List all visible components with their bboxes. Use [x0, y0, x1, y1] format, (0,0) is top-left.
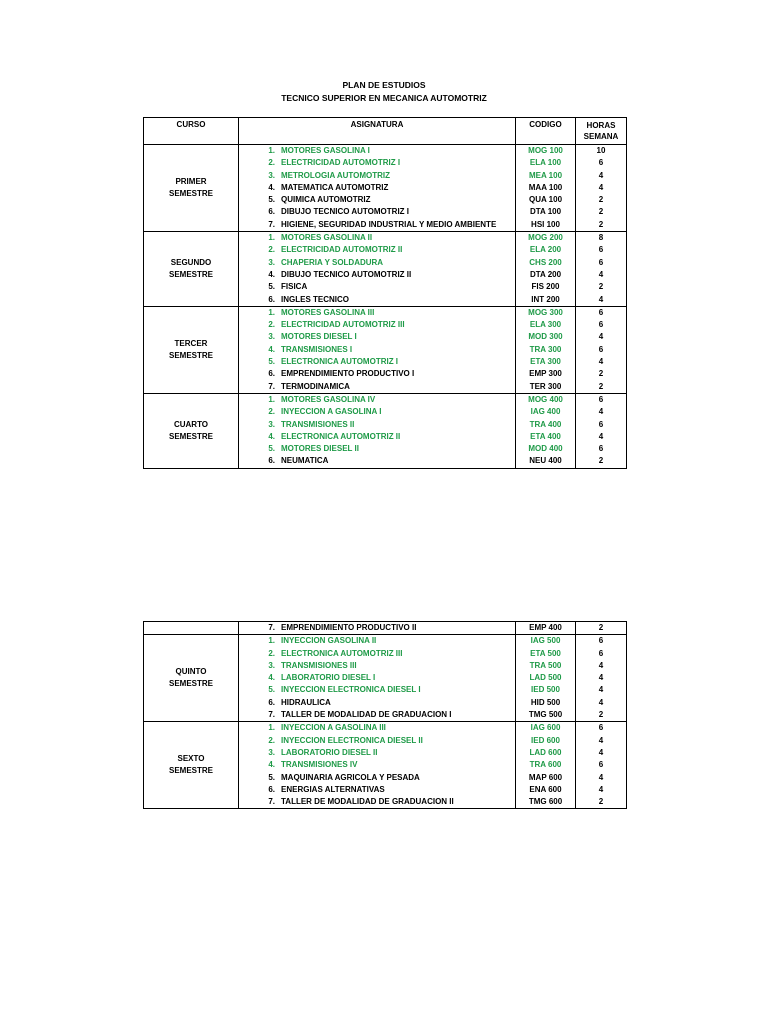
subjects-cell [239, 232, 516, 307]
subject-hours: 4 [598, 673, 604, 683]
subject-name: ELECTRONICA AUTOMOTRIZ I [281, 357, 399, 367]
subject-name: MOTORES GASOLINA IV [281, 394, 376, 404]
semester-label-line: SEMESTRE [168, 350, 213, 360]
subject-number: 3. [268, 747, 275, 757]
subject-code: QUA 100 [528, 195, 563, 205]
subject-code: DTA 100 [529, 207, 562, 217]
subject-number: 2. [268, 735, 275, 745]
codes-cell [516, 232, 576, 307]
subject-name: INGLES TECNICO [281, 294, 350, 304]
subject-name: ELECTRONICA AUTOMOTRIZ III [281, 648, 403, 658]
subject-code: TMG 500 [528, 710, 563, 720]
subject-hours: 4 [598, 735, 604, 745]
subject-item [239, 356, 515, 368]
subject-item [239, 294, 515, 306]
semester-row [144, 306, 627, 393]
subject-name: ENERGIAS ALTERNATIVAS [281, 784, 385, 794]
hours-cell [576, 722, 627, 809]
subject-name: ELECTRICIDAD AUTOMOTRIZ II [281, 245, 403, 255]
subject-name: DIBUJO TECNICO AUTOMOTRIZ I [281, 207, 409, 217]
subject-hours: 6 [598, 723, 604, 733]
subject-hours: 6 [598, 320, 604, 330]
subject-name: MOTORES GASOLINA III [281, 307, 375, 317]
subject-item [239, 244, 515, 256]
semester-label-line: TERCER [174, 338, 208, 348]
subject-number: 4. [268, 269, 275, 279]
subject-code: MAP 600 [528, 772, 563, 782]
subject-item [239, 194, 515, 206]
subject-name: INYECCION GASOLINA II [281, 636, 377, 646]
subject-hours: 2 [598, 710, 604, 720]
subject-item [239, 735, 515, 747]
subjects-cell [239, 145, 516, 232]
subject-number: 6. [268, 697, 275, 707]
hours-cell [576, 232, 627, 307]
subject-code: TRA 400 [529, 419, 562, 429]
subjects-cell [239, 306, 516, 393]
subject-name: MOTORES GASOLINA II [281, 233, 373, 243]
subject-hours: 2 [598, 456, 604, 466]
subject-name: TRANSMISIONES IV [281, 760, 358, 770]
subject-code: TRA 500 [529, 660, 562, 670]
subject-hours: 6 [598, 245, 604, 255]
subject-number: 6. [268, 294, 275, 304]
subject-hours: 4 [598, 182, 604, 192]
subject-code: CHS 200 [529, 257, 562, 267]
subject-number: 4. [268, 673, 275, 683]
subject-hours: 4 [598, 269, 604, 279]
subject-name: METROLOGIA AUTOMOTRIZ [281, 170, 391, 180]
subject-number: 7. [268, 219, 275, 229]
subject-name: QUIMICA AUTOMOTRIZ [281, 195, 371, 205]
subject-code: ETA 300 [530, 357, 561, 367]
subject-name: INYECCION ELECTRONICA DIESEL I [281, 685, 421, 695]
subject-item [239, 622, 515, 634]
subject-item [239, 406, 515, 418]
subject-name: ELECTRICIDAD AUTOMOTRIZ III [281, 320, 405, 330]
semester-label [144, 393, 239, 468]
subject-number: 7. [268, 797, 275, 807]
semester-label-line: SEMESTRE [168, 679, 213, 689]
subject-code: MEA 100 [528, 170, 563, 180]
subject-item [239, 660, 515, 672]
semester-label [144, 635, 239, 722]
semester-row [144, 722, 627, 809]
subject-hours: 6 [598, 419, 604, 429]
semester-label-line: PRIMER [175, 177, 207, 187]
subject-hours: 2 [598, 369, 604, 379]
header-curso: CURSO [144, 118, 239, 145]
subject-hours: 2 [598, 219, 604, 229]
subject-item [239, 784, 515, 796]
subject-item [239, 394, 515, 406]
codes-cell [516, 306, 576, 393]
table-header-row [144, 118, 627, 145]
semester-label [144, 232, 239, 307]
subject-hours: 4 [598, 170, 604, 180]
subject-item [239, 697, 515, 709]
subject-number: 1. [268, 233, 275, 243]
subject-name: EMPRENDIMIENTO PRODUCTIVO I [281, 369, 415, 379]
subject-hours: 6 [598, 257, 604, 267]
codes-cell [516, 722, 576, 809]
subject-hours: 4 [598, 357, 604, 367]
subject-name: ELECTRONICA AUTOMOTRIZ II [281, 431, 401, 441]
subject-code: MOG 100 [528, 146, 563, 155]
subject-name: EMPRENDIMIENTO PRODUCTIVO II [281, 623, 417, 632]
subject-code: TRA 600 [529, 760, 562, 770]
subject-number: 3. [268, 419, 275, 429]
subject-code: IAG 600 [530, 723, 561, 733]
subject-hours: 4 [598, 431, 604, 441]
header-codigo: CODIGO [516, 118, 576, 145]
subject-code: ENA 600 [529, 784, 562, 794]
subject-hours: 2 [598, 195, 604, 205]
subject-code: EMP 400 [529, 623, 562, 632]
subject-name: INYECCION A GASOLINA I [281, 407, 382, 417]
hours-cell [576, 622, 627, 635]
subject-name: TRANSMISIONES II [281, 419, 355, 429]
subject-name: MOTORES DIESEL I [281, 332, 357, 342]
subject-item [239, 455, 515, 467]
subject-code: HID 500 [530, 697, 561, 707]
subject-item [239, 722, 515, 734]
subject-item [239, 232, 515, 244]
semester-label [144, 722, 239, 809]
subjects-cell [239, 722, 516, 809]
subject-number: 7. [268, 623, 275, 632]
header-horas-line1: HORAS [586, 121, 616, 130]
subject-number: 4. [268, 760, 275, 770]
subject-name: MAQUINARIA AGRICOLA Y PESADA [281, 772, 420, 782]
semester-label-line: SEMESTRE [168, 766, 213, 776]
subject-hours: 4 [598, 772, 604, 782]
semester-label [144, 306, 239, 393]
subject-number: 5. [268, 685, 275, 695]
header-asignatura: ASIGNATURA [239, 118, 516, 145]
subject-item [239, 319, 515, 331]
subject-name: INYECCION A GASOLINA III [281, 723, 386, 733]
subject-hours: 4 [598, 685, 604, 695]
page-subtitle: TECNICO SUPERIOR EN MECANICA AUTOMOTRIZ [281, 93, 487, 103]
subject-number: 2. [268, 407, 275, 417]
subject-name: INYECCION ELECTRONICA DIESEL II [281, 735, 423, 745]
subject-name: NEUMATICA [281, 456, 329, 466]
subject-number: 1. [268, 307, 275, 317]
subject-number: 1. [268, 723, 275, 733]
subject-code: HSI 100 [531, 219, 560, 229]
subject-number: 3. [268, 332, 275, 342]
subject-number: 6. [268, 207, 275, 217]
subject-hours: 10 [596, 146, 606, 155]
subject-name: FISICA [281, 282, 308, 292]
subject-name: TALLER DE MODALIDAD DE GRADUACION II [281, 797, 454, 807]
semester-label-line: SEMESTRE [168, 189, 213, 199]
subject-code: ETA 400 [530, 431, 561, 441]
subject-item [239, 443, 515, 455]
subject-number: 4. [268, 182, 275, 192]
hours-cell [576, 306, 627, 393]
subject-number: 1. [268, 394, 275, 404]
codes-cell [516, 393, 576, 468]
subject-hours: 4 [598, 332, 604, 342]
study-plan-table-continued [143, 621, 627, 809]
subject-item [239, 170, 515, 182]
subject-name: HIGIENE, SEGURIDAD INDUSTRIAL Y MEDIO AMBIENTE [281, 219, 497, 229]
hours-cell [576, 635, 627, 722]
subject-code: ETA 500 [530, 648, 561, 658]
subject-number: 3. [268, 170, 275, 180]
subject-code: IAG 500 [530, 636, 561, 646]
subject-hours: 6 [598, 444, 604, 454]
hours-cell [576, 393, 627, 468]
semester-label-line: SEMESTRE [168, 269, 213, 279]
subject-item [239, 145, 515, 157]
subject-hours: 4 [598, 407, 604, 417]
subject-item [239, 635, 515, 647]
study-plan-table [143, 117, 627, 469]
subject-item [239, 281, 515, 293]
subject-number: 5. [268, 282, 275, 292]
codes-cell [516, 622, 576, 635]
subject-code: MOD 400 [528, 444, 563, 454]
subject-code: EMP 300 [529, 369, 562, 379]
subject-item [239, 709, 515, 721]
subject-name: TALLER DE MODALIDAD DE GRADUACION I [281, 710, 452, 720]
subject-code: LAD 600 [529, 747, 562, 757]
subject-hours: 8 [598, 233, 604, 243]
subject-code: DTA 200 [529, 269, 562, 279]
subject-number: 1. [268, 146, 275, 155]
semester-row [144, 622, 627, 635]
subject-number: 5. [268, 357, 275, 367]
subject-item [239, 157, 515, 169]
subject-hours: 2 [598, 282, 604, 292]
subject-item [239, 747, 515, 759]
subject-code: IAG 400 [530, 407, 561, 417]
subject-number: 5. [268, 195, 275, 205]
subject-name: MOTORES DIESEL II [281, 444, 359, 454]
subject-item [239, 269, 515, 281]
subject-item [239, 419, 515, 431]
subject-number: 5. [268, 772, 275, 782]
codes-cell [516, 635, 576, 722]
subject-item [239, 759, 515, 771]
subject-code: ELA 100 [529, 158, 562, 168]
subject-number: 6. [268, 784, 275, 794]
subject-hours: 6 [598, 636, 604, 646]
page-title: PLAN DE ESTUDIOS [342, 80, 426, 90]
subject-code: MOD 300 [528, 332, 563, 342]
subject-item [239, 206, 515, 218]
semester-row [144, 145, 627, 232]
subject-code: INT 200 [531, 294, 560, 304]
semester-label-line: SEMESTRE [168, 431, 213, 441]
subject-code: FIS 200 [531, 282, 560, 292]
subject-name: ELECTRICIDAD AUTOMOTRIZ I [281, 158, 401, 168]
semester-row [144, 393, 627, 468]
subject-number: 3. [268, 257, 275, 267]
subject-hours: 6 [598, 344, 604, 354]
subject-hours: 4 [598, 747, 604, 757]
subject-code: ELA 200 [529, 245, 562, 255]
subject-number: 5. [268, 444, 275, 454]
subject-name: MATEMATICA AUTOMOTRIZ [281, 182, 389, 192]
subject-item [239, 257, 515, 269]
subject-hours: 4 [598, 784, 604, 794]
hours-cell [576, 145, 627, 232]
subject-number: 2. [268, 320, 275, 330]
subject-number: 6. [268, 456, 275, 466]
subject-name: HIDRAULICA [281, 697, 331, 707]
subject-name: LABORATORIO DIESEL I [281, 673, 376, 683]
subject-item [239, 672, 515, 684]
subject-item [239, 331, 515, 343]
subject-hours: 4 [598, 294, 604, 304]
subject-hours: 2 [598, 381, 604, 391]
subject-code: MAA 100 [528, 182, 563, 192]
subject-hours: 2 [598, 797, 604, 807]
subject-hours: 4 [598, 660, 604, 670]
subject-item [239, 648, 515, 660]
subject-number: 2. [268, 158, 275, 168]
subject-name: CHAPERIA Y SOLDADURA [281, 257, 384, 267]
subject-number: 4. [268, 431, 275, 441]
subject-name: MOTORES GASOLINA I [281, 146, 370, 155]
subject-hours: 6 [598, 307, 604, 317]
semester-label-line: SEXTO [177, 754, 205, 764]
subject-code: NEU 400 [529, 456, 562, 466]
subject-hours: 6 [598, 760, 604, 770]
subject-number: 2. [268, 245, 275, 255]
subject-name: TRANSMISIONES I [281, 344, 353, 354]
semester-label [144, 622, 239, 635]
subject-code: LAD 500 [529, 673, 562, 683]
subject-code: ELA 300 [529, 320, 562, 330]
subject-name: LABORATORIO DIESEL II [281, 747, 378, 757]
semester-label [144, 145, 239, 232]
subject-name: TRANSMISIONES III [281, 660, 357, 670]
subject-code: MOG 200 [528, 233, 563, 243]
subject-number: 7. [268, 381, 275, 391]
subject-name: TERMODINAMICA [281, 381, 350, 391]
subject-number: 7. [268, 710, 275, 720]
subject-code: TMG 600 [528, 797, 563, 807]
subject-item [239, 368, 515, 380]
subject-code: MOG 400 [528, 394, 563, 404]
subject-code: IED 500 [531, 685, 560, 695]
semester-label-line: QUINTO [175, 667, 207, 677]
semester-row [144, 635, 627, 722]
subject-code: TER 300 [529, 381, 562, 391]
semester-row [144, 232, 627, 307]
subject-hours: 6 [598, 394, 604, 404]
subject-item [239, 381, 515, 393]
header-horas [576, 118, 627, 145]
semester-label-line: SEGUNDO [170, 257, 212, 267]
subjects-cell [239, 635, 516, 722]
subject-code: IED 600 [531, 735, 560, 745]
header-horas-line2: SEMANA [583, 132, 619, 141]
subject-item [239, 219, 515, 231]
subject-hours: 4 [598, 697, 604, 707]
subject-number: 4. [268, 344, 275, 354]
subject-item [239, 684, 515, 696]
subject-hours: 6 [598, 158, 604, 168]
subject-hours: 2 [598, 623, 604, 632]
subject-code: MOG 300 [528, 307, 563, 317]
subject-item [239, 307, 515, 319]
subject-number: 6. [268, 369, 275, 379]
subject-number: 1. [268, 636, 275, 646]
semester-label-line: CUARTO [173, 419, 209, 429]
subject-number: 2. [268, 648, 275, 658]
subject-number: 3. [268, 660, 275, 670]
subject-item [239, 796, 515, 808]
subject-item [239, 182, 515, 194]
subject-hours: 2 [598, 207, 604, 217]
subject-item [239, 431, 515, 443]
subject-hours: 6 [598, 648, 604, 658]
codes-cell [516, 145, 576, 232]
subject-name: DIBUJO TECNICO AUTOMOTRIZ II [281, 269, 412, 279]
subject-code: TRA 300 [529, 344, 562, 354]
subject-item [239, 344, 515, 356]
subject-item [239, 772, 515, 784]
subjects-cell [239, 622, 516, 635]
subjects-cell [239, 393, 516, 468]
